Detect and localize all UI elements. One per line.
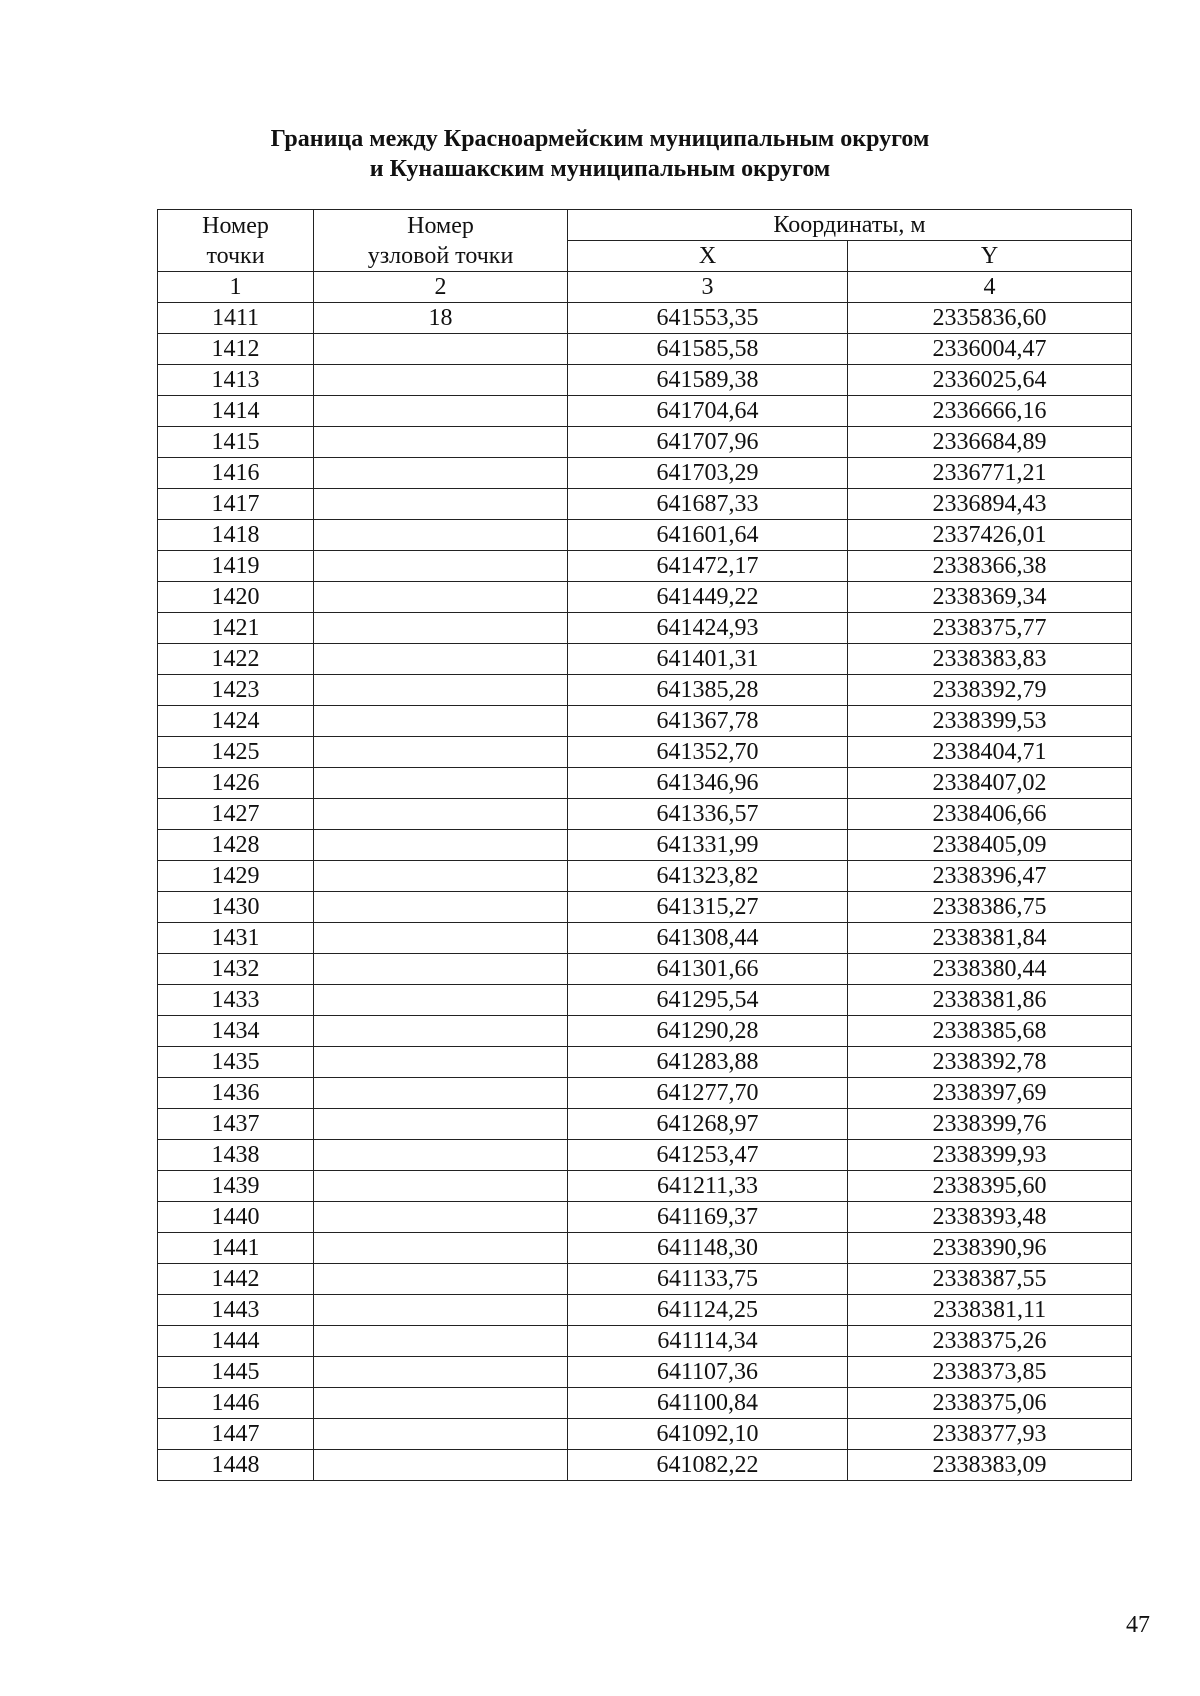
table-row <box>158 799 1132 830</box>
x-coordinate-cell: 641352,70 <box>568 737 848 768</box>
header-x: X <box>568 241 848 272</box>
point-number-cell: 1428 <box>158 830 314 861</box>
point-number-cell: 1437 <box>158 1109 314 1140</box>
point-number-cell: 1420 <box>158 582 314 613</box>
x-coordinate-cell: 641268,97 <box>568 1109 848 1140</box>
title-line-1: Граница между Красноармейским муниципальным округом <box>270 126 930 152</box>
y-coordinate-cell: 2337426,01 <box>848 520 1132 551</box>
node-number-cell <box>314 675 568 706</box>
node-number-cell <box>314 644 568 675</box>
node-number-cell <box>314 1264 568 1295</box>
point-number-cell: 1436 <box>158 1078 314 1109</box>
node-number-cell <box>314 1016 568 1047</box>
y-coordinate-cell: 2338405,09 <box>848 830 1132 861</box>
y-coordinate-cell: 2338393,48 <box>848 1202 1132 1233</box>
point-number-cell: 1430 <box>158 892 314 923</box>
table-body <box>158 303 1132 1481</box>
x-coordinate-cell: 641283,88 <box>568 1047 848 1078</box>
point-number-cell: 1443 <box>158 1295 314 1326</box>
table-row <box>158 1078 1132 1109</box>
y-coordinate-cell: 2338383,83 <box>848 644 1132 675</box>
y-coordinate-cell: 2338375,26 <box>848 1326 1132 1357</box>
column-number-4: 4 <box>848 272 1132 303</box>
x-coordinate-cell: 641385,28 <box>568 675 848 706</box>
x-coordinate-cell: 641107,36 <box>568 1357 848 1388</box>
x-coordinate-cell: 641704,64 <box>568 396 848 427</box>
node-number-cell <box>314 985 568 1016</box>
table-row <box>158 334 1132 365</box>
x-coordinate-cell: 641092,10 <box>568 1419 848 1450</box>
point-number-cell: 1444 <box>158 1326 314 1357</box>
table-row <box>158 1388 1132 1419</box>
x-coordinate-cell: 641124,25 <box>568 1295 848 1326</box>
x-coordinate-cell: 641295,54 <box>568 985 848 1016</box>
table-row <box>158 520 1132 551</box>
y-coordinate-cell: 2338387,55 <box>848 1264 1132 1295</box>
point-number-cell: 1446 <box>158 1388 314 1419</box>
table-row <box>158 954 1132 985</box>
column-number-row <box>158 272 1132 303</box>
table-row <box>158 551 1132 582</box>
table-row <box>158 985 1132 1016</box>
point-number-cell: 1414 <box>158 396 314 427</box>
node-number-cell <box>314 396 568 427</box>
y-coordinate-cell: 2338385,68 <box>848 1016 1132 1047</box>
x-coordinate-cell: 641331,99 <box>568 830 848 861</box>
y-coordinate-cell: 2336684,89 <box>848 427 1132 458</box>
point-number-cell: 1429 <box>158 861 314 892</box>
y-coordinate-cell: 2338395,60 <box>848 1171 1132 1202</box>
point-number-cell: 1448 <box>158 1450 314 1481</box>
y-coordinate-cell: 2338399,93 <box>848 1140 1132 1171</box>
y-coordinate-cell: 2338383,09 <box>848 1450 1132 1481</box>
header-point-number-line-2: точки <box>206 242 265 269</box>
table-row <box>158 1109 1132 1140</box>
node-number-cell <box>314 861 568 892</box>
y-coordinate-cell: 2338381,11 <box>848 1295 1132 1326</box>
x-coordinate-cell: 641315,27 <box>568 892 848 923</box>
node-number-cell: 18 <box>314 303 568 334</box>
point-number-cell: 1435 <box>158 1047 314 1078</box>
table-row <box>158 613 1132 644</box>
table-row <box>158 644 1132 675</box>
point-number-cell: 1438 <box>158 1140 314 1171</box>
table-row <box>158 1047 1132 1078</box>
y-coordinate-cell: 2338399,76 <box>848 1109 1132 1140</box>
point-number-cell: 1419 <box>158 551 314 582</box>
point-number-cell: 1418 <box>158 520 314 551</box>
table-row <box>158 365 1132 396</box>
table-row <box>158 1233 1132 1264</box>
x-coordinate-cell: 641472,17 <box>568 551 848 582</box>
table-row <box>158 830 1132 861</box>
table-row <box>158 1140 1132 1171</box>
x-coordinate-cell: 641601,64 <box>568 520 848 551</box>
point-number-cell: 1427 <box>158 799 314 830</box>
x-coordinate-cell: 641169,37 <box>568 1202 848 1233</box>
node-number-cell <box>314 1109 568 1140</box>
point-number-cell: 1431 <box>158 923 314 954</box>
x-coordinate-cell: 641707,96 <box>568 427 848 458</box>
point-number-cell: 1440 <box>158 1202 314 1233</box>
x-coordinate-cell: 641301,66 <box>568 954 848 985</box>
table-row <box>158 1295 1132 1326</box>
table-row <box>158 737 1132 768</box>
node-number-cell <box>314 1140 568 1171</box>
node-number-cell <box>314 1450 568 1481</box>
page-number: 47 <box>1126 1612 1150 1638</box>
x-coordinate-cell: 641211,33 <box>568 1171 848 1202</box>
point-number-cell: 1433 <box>158 985 314 1016</box>
point-number-cell: 1425 <box>158 737 314 768</box>
x-coordinate-cell: 641424,93 <box>568 613 848 644</box>
node-number-cell <box>314 458 568 489</box>
x-coordinate-cell: 641323,82 <box>568 861 848 892</box>
point-number-cell: 1447 <box>158 1419 314 1450</box>
node-number-cell <box>314 1233 568 1264</box>
x-coordinate-cell: 641336,57 <box>568 799 848 830</box>
y-coordinate-cell: 2336894,43 <box>848 489 1132 520</box>
y-coordinate-cell: 2336004,47 <box>848 334 1132 365</box>
column-number-2: 2 <box>314 272 568 303</box>
y-coordinate-cell: 2338404,71 <box>848 737 1132 768</box>
node-number-cell <box>314 551 568 582</box>
node-number-cell <box>314 582 568 613</box>
node-number-cell <box>314 334 568 365</box>
node-number-cell <box>314 1357 568 1388</box>
coordinates-table <box>157 209 1132 1481</box>
point-number-cell: 1426 <box>158 768 314 799</box>
node-number-cell <box>314 768 568 799</box>
x-coordinate-cell: 641308,44 <box>568 923 848 954</box>
x-coordinate-cell: 641290,28 <box>568 1016 848 1047</box>
y-coordinate-cell: 2338397,69 <box>848 1078 1132 1109</box>
node-number-cell <box>314 830 568 861</box>
point-number-cell: 1445 <box>158 1357 314 1388</box>
point-number-cell: 1439 <box>158 1171 314 1202</box>
y-coordinate-cell: 2338377,93 <box>848 1419 1132 1450</box>
y-coordinate-cell: 2338373,85 <box>848 1357 1132 1388</box>
point-number-cell: 1413 <box>158 365 314 396</box>
x-coordinate-cell: 641082,22 <box>568 1450 848 1481</box>
table-row <box>158 1419 1132 1450</box>
x-coordinate-cell: 641589,38 <box>568 365 848 396</box>
point-number-cell: 1415 <box>158 427 314 458</box>
node-number-cell <box>314 1202 568 1233</box>
point-number-cell: 1432 <box>158 954 314 985</box>
table-row <box>158 458 1132 489</box>
node-number-cell <box>314 1419 568 1450</box>
y-coordinate-cell: 2338406,66 <box>848 799 1132 830</box>
y-coordinate-cell: 2336771,21 <box>848 458 1132 489</box>
y-coordinate-cell: 2338392,78 <box>848 1047 1132 1078</box>
y-coordinate-cell: 2338392,79 <box>848 675 1132 706</box>
table-row <box>158 706 1132 737</box>
node-number-cell <box>314 1078 568 1109</box>
x-coordinate-cell: 641449,22 <box>568 582 848 613</box>
table-row <box>158 1016 1132 1047</box>
node-number-cell <box>314 489 568 520</box>
header-point-number-line-1: Номер <box>202 212 269 239</box>
node-number-cell <box>314 1047 568 1078</box>
y-coordinate-cell: 2338366,38 <box>848 551 1132 582</box>
table-row <box>158 1357 1132 1388</box>
x-coordinate-cell: 641253,47 <box>568 1140 848 1171</box>
point-number-cell: 1434 <box>158 1016 314 1047</box>
x-coordinate-cell: 641277,70 <box>568 1078 848 1109</box>
x-coordinate-cell: 641114,34 <box>568 1326 848 1357</box>
table-row <box>158 489 1132 520</box>
header-node-number-line-1: Номер <box>407 212 474 239</box>
table-row <box>158 892 1132 923</box>
point-number-cell: 1412 <box>158 334 314 365</box>
table-row <box>158 1450 1132 1481</box>
node-number-cell <box>314 1326 568 1357</box>
y-coordinate-cell: 2335836,60 <box>848 303 1132 334</box>
node-number-cell <box>314 799 568 830</box>
point-number-cell: 1423 <box>158 675 314 706</box>
node-number-cell <box>314 1388 568 1419</box>
x-coordinate-cell: 641585,58 <box>568 334 848 365</box>
point-number-cell: 1422 <box>158 644 314 675</box>
y-coordinate-cell: 2338396,47 <box>848 861 1132 892</box>
table-row <box>158 923 1132 954</box>
node-number-cell <box>314 954 568 985</box>
node-number-cell <box>314 892 568 923</box>
y-coordinate-cell: 2338375,06 <box>848 1388 1132 1419</box>
table-row <box>158 1202 1132 1233</box>
y-coordinate-cell: 2338399,53 <box>848 706 1132 737</box>
x-coordinate-cell: 641703,29 <box>568 458 848 489</box>
node-number-cell <box>314 520 568 551</box>
column-number-1: 1 <box>158 272 314 303</box>
y-coordinate-cell: 2338407,02 <box>848 768 1132 799</box>
y-coordinate-cell: 2338375,77 <box>848 613 1132 644</box>
node-number-cell <box>314 613 568 644</box>
table-row <box>158 675 1132 706</box>
y-coordinate-cell: 2336666,16 <box>848 396 1132 427</box>
point-number-cell: 1424 <box>158 706 314 737</box>
table-header <box>158 210 1132 303</box>
x-coordinate-cell: 641133,75 <box>568 1264 848 1295</box>
x-coordinate-cell: 641367,78 <box>568 706 848 737</box>
table-row <box>158 1171 1132 1202</box>
y-coordinate-cell: 2338369,34 <box>848 582 1132 613</box>
table-row <box>158 1326 1132 1357</box>
document-title <box>150 124 1050 184</box>
point-number-cell: 1416 <box>158 458 314 489</box>
node-number-cell <box>314 737 568 768</box>
y-coordinate-cell: 2338381,84 <box>848 923 1132 954</box>
y-coordinate-cell: 2338380,44 <box>848 954 1132 985</box>
node-number-cell <box>314 706 568 737</box>
x-coordinate-cell: 641346,96 <box>568 768 848 799</box>
table-row <box>158 861 1132 892</box>
column-number-3: 3 <box>568 272 848 303</box>
title-line-2: и Кунашакским муниципальным округом <box>369 156 831 182</box>
point-number-cell: 1411 <box>158 303 314 334</box>
y-coordinate-cell: 2338386,75 <box>848 892 1132 923</box>
header-coordinates: Координаты, м <box>568 210 1132 241</box>
y-coordinate-cell: 2338390,96 <box>848 1233 1132 1264</box>
node-number-cell <box>314 1295 568 1326</box>
x-coordinate-cell: 641401,31 <box>568 644 848 675</box>
point-number-cell: 1417 <box>158 489 314 520</box>
node-number-cell <box>314 427 568 458</box>
point-number-cell: 1421 <box>158 613 314 644</box>
header-point-number <box>158 210 314 272</box>
table-row <box>158 427 1132 458</box>
header-node-number <box>314 210 568 272</box>
table-row <box>158 396 1132 427</box>
point-number-cell: 1441 <box>158 1233 314 1264</box>
node-number-cell <box>314 1171 568 1202</box>
table-row <box>158 1264 1132 1295</box>
table-row <box>158 768 1132 799</box>
header-node-number-line-2: узловой точки <box>367 242 514 269</box>
table-row <box>158 303 1132 334</box>
x-coordinate-cell: 641148,30 <box>568 1233 848 1264</box>
x-coordinate-cell: 641687,33 <box>568 489 848 520</box>
y-coordinate-cell: 2338381,86 <box>848 985 1132 1016</box>
y-coordinate-cell: 2336025,64 <box>848 365 1132 396</box>
node-number-cell <box>314 365 568 396</box>
point-number-cell: 1442 <box>158 1264 314 1295</box>
table-row <box>158 582 1132 613</box>
x-coordinate-cell: 641553,35 <box>568 303 848 334</box>
header-y: Y <box>848 241 1132 272</box>
x-coordinate-cell: 641100,84 <box>568 1388 848 1419</box>
node-number-cell <box>314 923 568 954</box>
